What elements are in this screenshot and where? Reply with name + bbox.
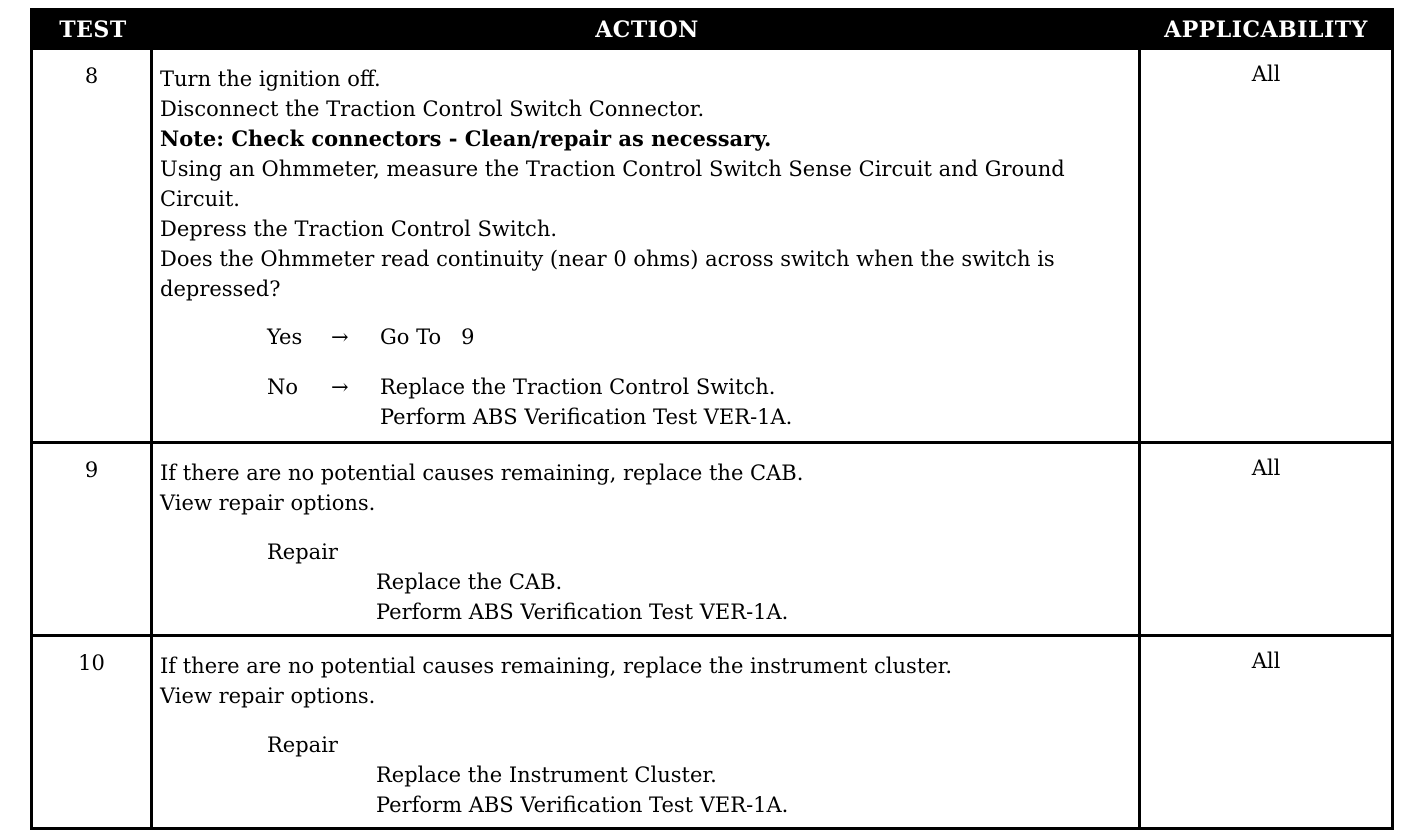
- repair-label: Repair: [267, 540, 338, 564]
- test-number: 9: [33, 444, 153, 634]
- table-row-test-8: [33, 50, 1391, 441]
- yes-branch: [267, 322, 1132, 352]
- table-header: [33, 11, 1391, 50]
- action-line: Disconnect the Traction Control Switch Connector.: [160, 97, 705, 121]
- applicability-cell: All: [1251, 649, 1281, 673]
- header-action: ACTION: [595, 17, 699, 43]
- action-line: View repair options.: [160, 684, 376, 708]
- yes-result: Go To 9: [380, 325, 475, 349]
- repair-line: Perform ABS Verification Test VER-1A.: [376, 793, 789, 817]
- test-number: 8: [33, 50, 153, 441]
- action-line: If there are no potential causes remaining, replace the instrument cluster.: [160, 654, 953, 678]
- no-result: Replace the Traction Control Switch.: [380, 375, 776, 399]
- action-line: Depress the Traction Control Switch.: [160, 217, 558, 241]
- action-line: Using an Ohmmeter, measure the Traction Control Switch Sense Circuit and Ground Circuit.: [160, 157, 1065, 211]
- action-cell: [153, 637, 1141, 827]
- table-row-test-10: [33, 634, 1391, 827]
- diagnostic-table: [30, 8, 1394, 830]
- repair-line: Replace the Instrument Cluster.: [376, 763, 717, 787]
- repair-line: Replace the CAB.: [376, 570, 563, 594]
- yes-label: Yes: [267, 325, 303, 349]
- table-row-test-9: [33, 441, 1391, 634]
- right-arrow-icon: →: [331, 325, 349, 349]
- action-line: If there are no potential causes remaining, replace the CAB.: [160, 461, 804, 485]
- test-number: 10: [33, 637, 153, 827]
- action-line: View repair options.: [160, 491, 376, 515]
- right-arrow-icon: →: [331, 375, 349, 399]
- header-test: TEST: [59, 17, 127, 43]
- no-label: No: [267, 375, 299, 399]
- action-cell: [153, 50, 1141, 441]
- action-note: Note: Check connectors - Clean/repair as necessary.: [160, 126, 772, 151]
- no-branch: [267, 372, 1132, 432]
- repair-label: Repair: [267, 733, 338, 757]
- action-line: Does the Ohmmeter read continuity (near 0 ohms) across switch when the switch is depressed?: [160, 247, 1055, 301]
- action-cell: [153, 444, 1141, 634]
- header-applicability: APPLICABILITY: [1164, 17, 1368, 43]
- repair-line: Perform ABS Verification Test VER-1A.: [376, 600, 789, 624]
- no-result: Perform ABS Verification Test VER-1A.: [380, 405, 793, 429]
- action-line: Turn the ignition off.: [160, 67, 381, 91]
- applicability-cell: All: [1251, 456, 1281, 480]
- applicability-cell: All: [1251, 62, 1281, 86]
